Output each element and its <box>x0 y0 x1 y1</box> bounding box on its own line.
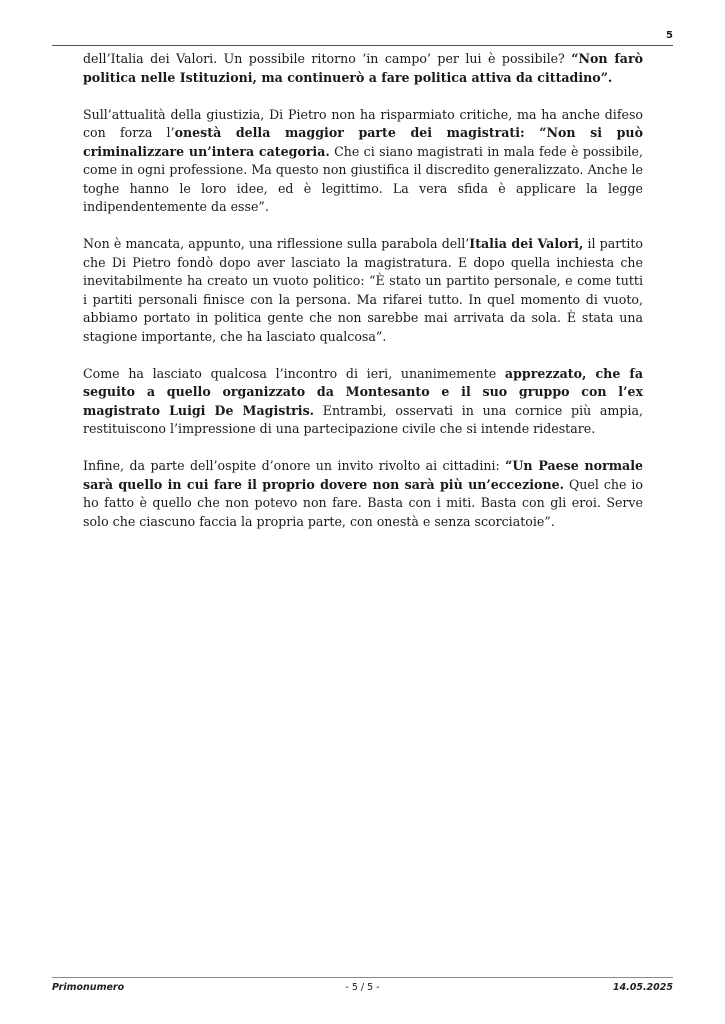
text-run: Non è mancata, appunto, una riflessione sulla parabola dell’ <box>83 236 470 251</box>
bold-run: “Un Paese normale sarà quello in cui fare il proprio dovere non sarà più un’eccezione. <box>83 458 643 492</box>
text-run: Quel che io ho fatto è quello che non potevo non fare. Basta con i miti. Basta con gli eroi. Serve solo che ciascuno faccia la propria parte, con onestà e senza scorciatoie”. <box>83 476 643 529</box>
publication-name: Primonumero <box>52 982 125 993</box>
footer-rule <box>52 977 673 978</box>
text-run: Come ha lasciato qualcosa l’incontro di ieri, unanimemente <box>83 365 505 381</box>
paragraph-2 <box>83 106 643 217</box>
publication-date: 14.05.2025 <box>612 982 673 993</box>
text-run: il partito che Di Pietro fondò dopo aver lasciato la magistratura. E dopo quella inchiesta che inevitabilmente ha creato un vuoto politico: “È stato un partito personale, e come tutti i partiti personali finisce con la persona. Ma rifarei tutto. In quel momento di vuoto, abbiamo portato in politica gente che non sarebbe mai arrivata da sola. È stata una stagione importante, che ha lasciato qualcosa”. <box>83 236 644 344</box>
article-body <box>83 50 643 550</box>
paragraph-4 <box>83 365 643 439</box>
paragraph-1 <box>83 50 643 87</box>
page-footer <box>52 982 673 996</box>
text-run: Che ci siano magistrati in mala fede è possibile, come in ogni professione. Ma questo non giustifica il discredito generalizzato. Anche le toghe hanno le loro idee, ed è legittimo. La vera sfida è applicare la legge indipendentemente da esse”. <box>83 143 643 214</box>
text-run: Entrambi, osservati in una cornice più ampia, restituiscono l’impressione di una partecipazione civile che si intende ridestare. <box>83 402 643 436</box>
bold-run: “Non farò politica nelle Istituzioni, ma continuerò a fare politica attiva da cittadino”. <box>83 51 643 85</box>
text-run: Infine, da parte dell’ospite d’onore un invito rivolto ai cittadini: <box>83 458 506 473</box>
bold-run: Italia dei Valori, <box>469 236 584 251</box>
page-number-top: 5 <box>666 30 673 41</box>
paragraph-3 <box>83 235 643 346</box>
page-indicator: - 5 / 5 - <box>345 982 380 993</box>
paragraph-5 <box>83 457 643 531</box>
text-run: dell’Italia dei Valori. Un possibile ritorno ‘in campo’ per lui è possibile? <box>83 51 572 66</box>
text-run: Sull’attualità della giustizia, Di Pietro non ha risparmiato critiche, ma ha anche difeso con forza l’ <box>83 106 643 140</box>
bold-run: onestà della maggior parte dei magistrati: “Non si può criminalizzare un’intera categoria. <box>83 125 643 159</box>
bold-run: apprezzato, che fa seguito a quello organizzato da Montesanto e il suo gruppo con l’ex magistrato Luigi De Magistris. <box>83 365 643 418</box>
header-rule <box>52 45 673 46</box>
